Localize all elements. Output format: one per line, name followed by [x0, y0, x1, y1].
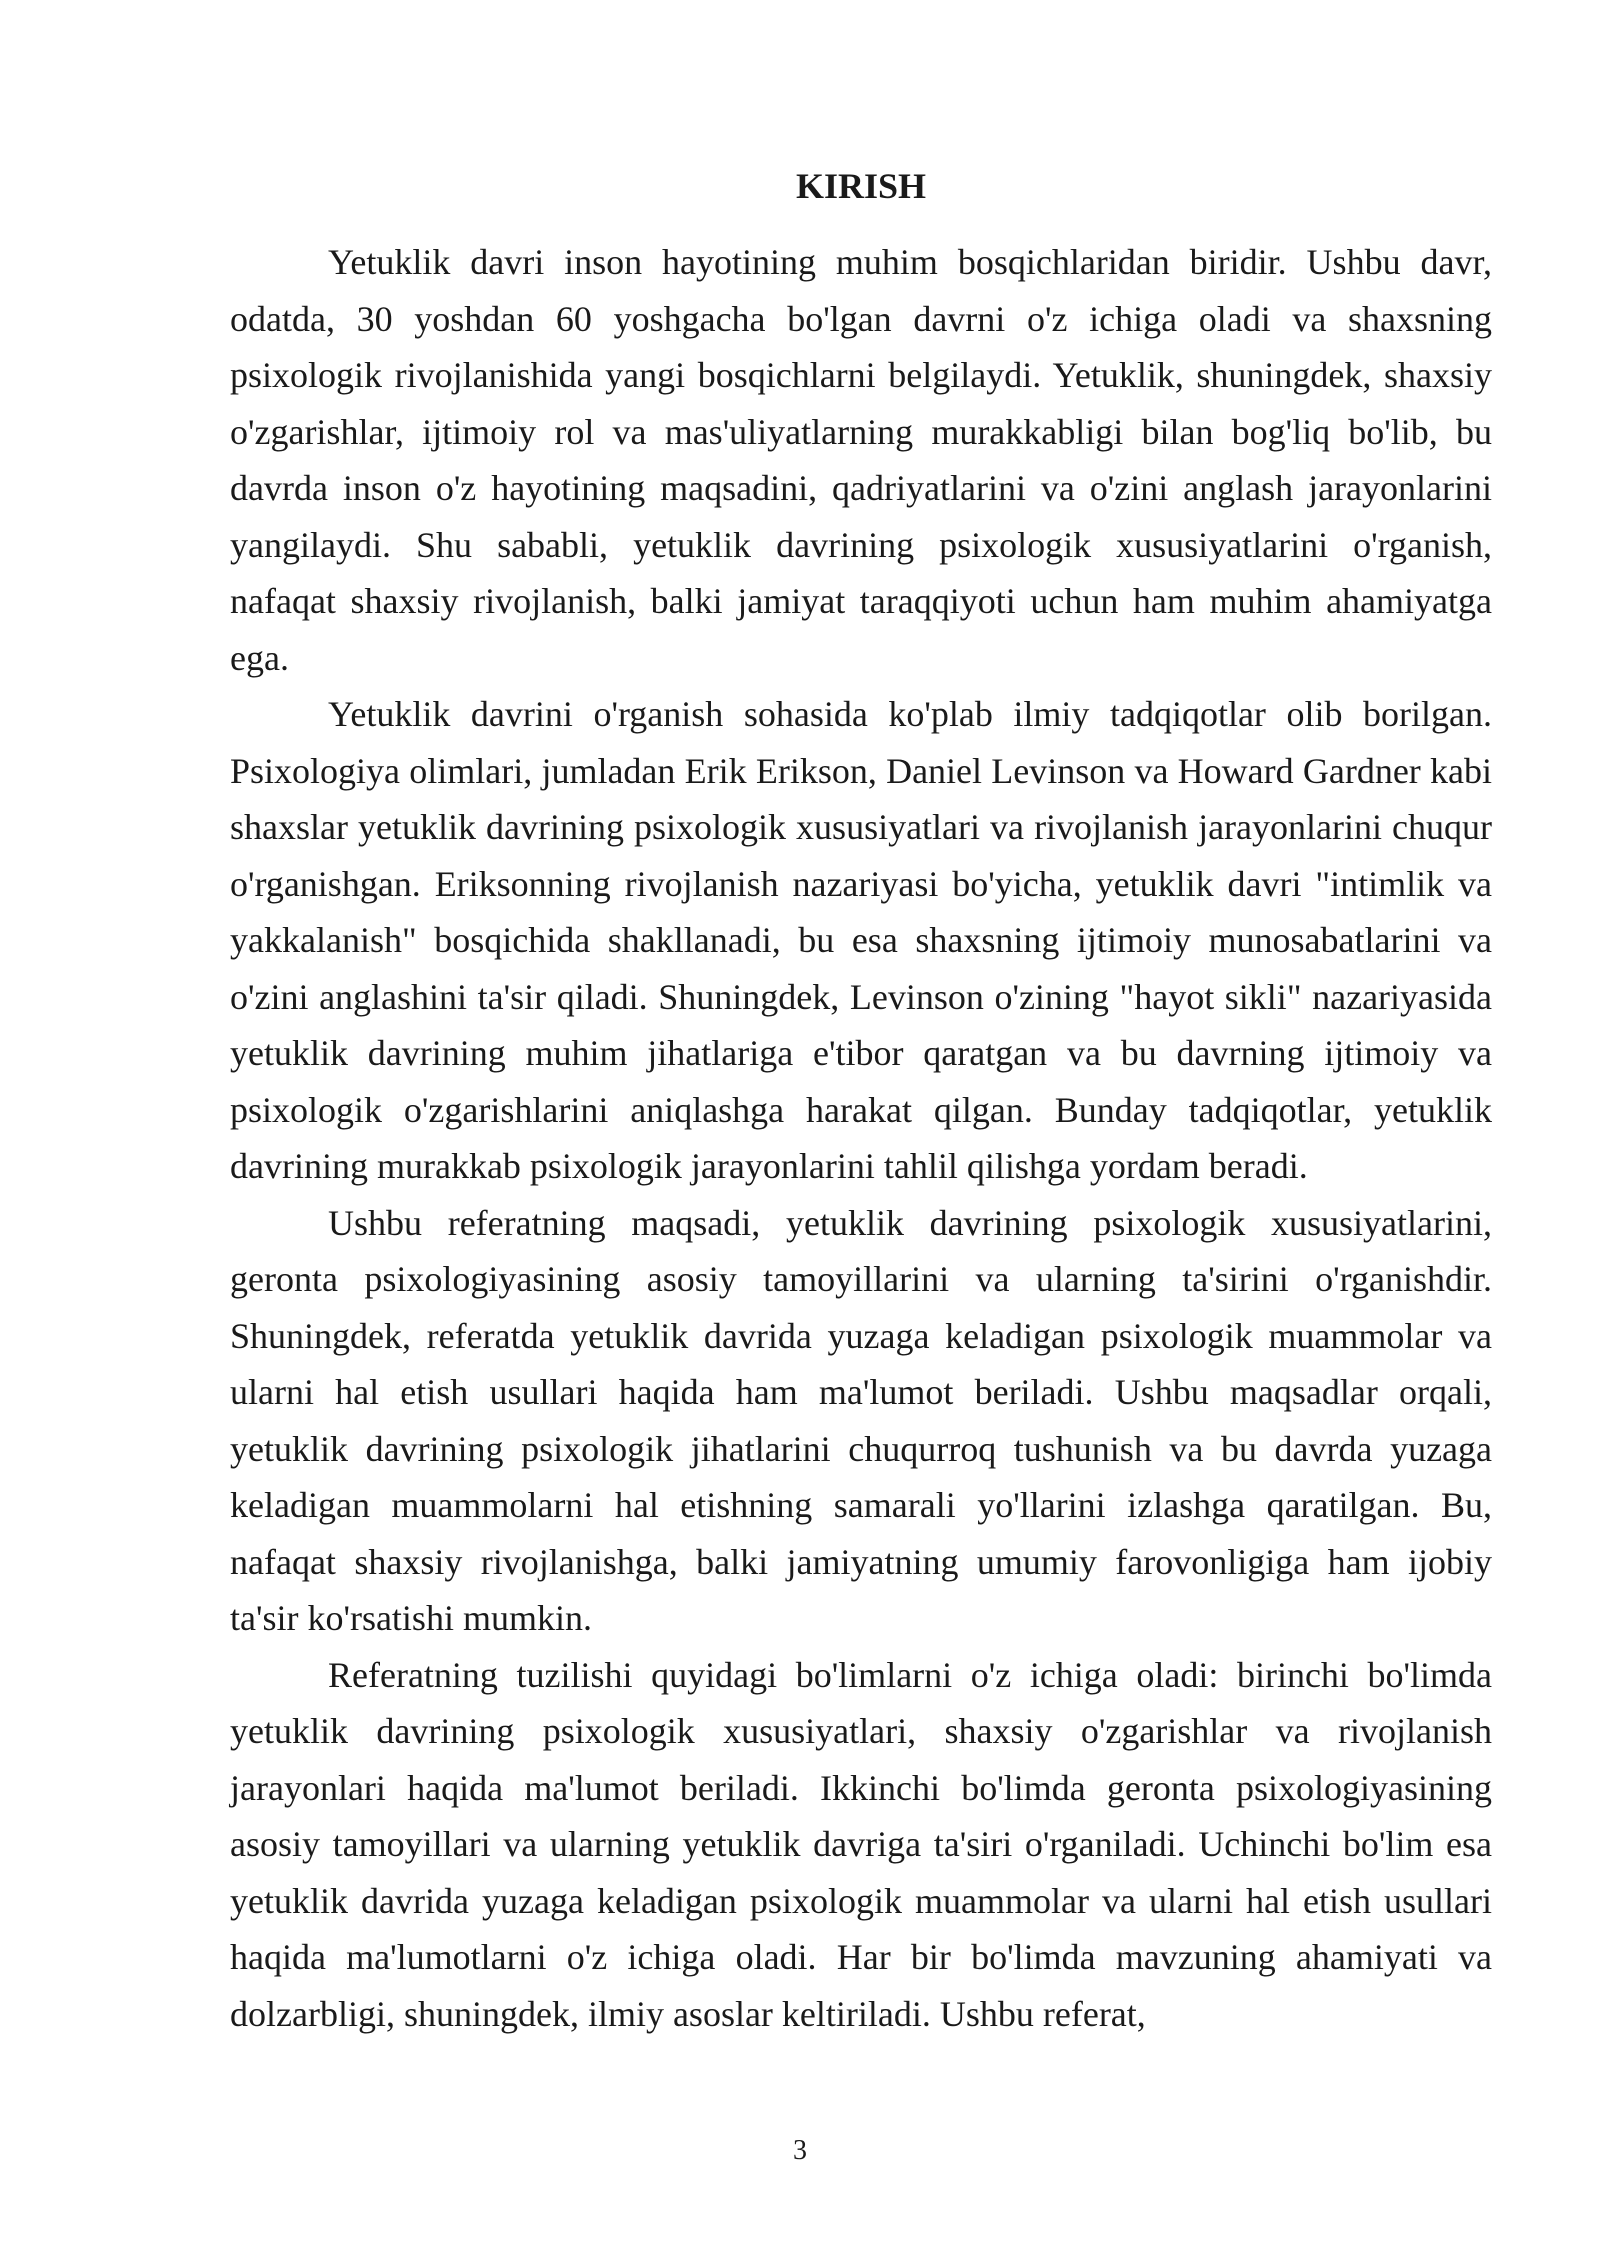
section-title: KIRISH [795, 166, 927, 206]
page-content [230, 162, 1492, 2042]
paragraph-research: Yetuklik davrini o'rganish sohasida ko'plab ilmiy tadqiqotlar olib borilgan. Psixologiya olimlari, jumladan Erik Erikson, Daniel Levinson va Howard Gardner kabi shaxslar yetuklik davrining psixologik xususiyatlari va rivojlanish jarayonlarini chuqur o'rganishgan. Eriksonning rivojlanish nazariyasi bo'yicha, yetuklik davri "intimlik va yakkalanish" bosqichida shakllanadi, bu esa shaxsning ijtimoiy munosabatlarini va o'zini anglashini ta'sir qiladi. Shuningdek, Levinson o'zining "hayot sikli" nazariyasida yetuklik davrining muhim jihatlariga e'tibor qaratgan va bu davrning ijtimoiy va psixologik o'zgarishlarini aniqlashga harakat qilgan. Bunday tadqiqotlar, yetuklik davrining murakkab psixologik jarayonlarini tahlil qilishga yordam beradi. [230, 694, 1492, 1186]
paragraph-purpose: Ushbu referatning maqsadi, yetuklik davrining psixologik xususiyatlarini, geronta psixologiyasining asosiy tamoyillarini va ularning ta'sirini o'rganishdir. Shuningdek, referatda yetuklik davrida yuzaga keladigan psixologik muammolar va ularni hal etish usullari haqida ham ma'lumot beriladi. Ushbu maqsadlar orqali, yetuklik davrining psixologik jihatlarini chuqurroq tushunish va bu davrda yuzaga keladigan muammolarni hal etishning samarali yo'llarini izlashga qaratilgan. Bu, nafaqat shaxsiy rivojlanishga, balki jamiyatning umumiy farovonligiga ham ijobiy ta'sir ko'rsatishi mumkin. [230, 1202, 1492, 1638]
paragraph-structure: Referatning tuzilishi quyidagi bo'limlarni o'z ichiga oladi: birinchi bo'limda yetuklik davrining psixologik xususiyatlari, shaxsiy o'zgarishlar va rivojlanish jarayonlari haqida ma'lumot beriladi. Ikkinchi bo'limda geronta psixologiyasining asosiy tamoyillari va ularning yetuklik davriga ta'siri o'rganiladi. Uchinchi bo'lim esa yetuklik davrida yuzaga keladigan psixologik muammolar va ularni hal etish usullari haqida ma'lumotlarni o'z ichiga oladi. Har bir bo'limda mavzuning ahamiyati va dolzarbligi, shuningdek, ilmiy asoslar keltiriladi. Ushbu referat, [230, 1654, 1492, 2034]
page-number: 3 [793, 2135, 807, 2166]
paragraph-intro: Yetuklik davri inson hayotining muhim bosqichlaridan biridir. Ushbu davr, odatda, 30 yoshdan 60 yoshgacha bo'lgan davrni o'z ichiga oladi va shaxsning psixologik rivojlanishida yangi bosqichlarni belgilaydi. Yetuklik, shuningdek, shaxsiy o'zgarishlar, ijtimoiy rol va mas'uliyatlarning murakkabligi bilan bog'liq bo'lib, bu davrda inson o'z hayotining maqsadini, qadriyatlarini va o'zini anglash jarayonlarini yangilaydi. Shu sababli, yetuklik davrining psixologik xususiyatlarini o'rganish, nafaqat shaxsiy rivojlanish, balki jamiyat taraqqiyoti uchun ham muhim ahamiyatga ega. [230, 242, 1492, 678]
